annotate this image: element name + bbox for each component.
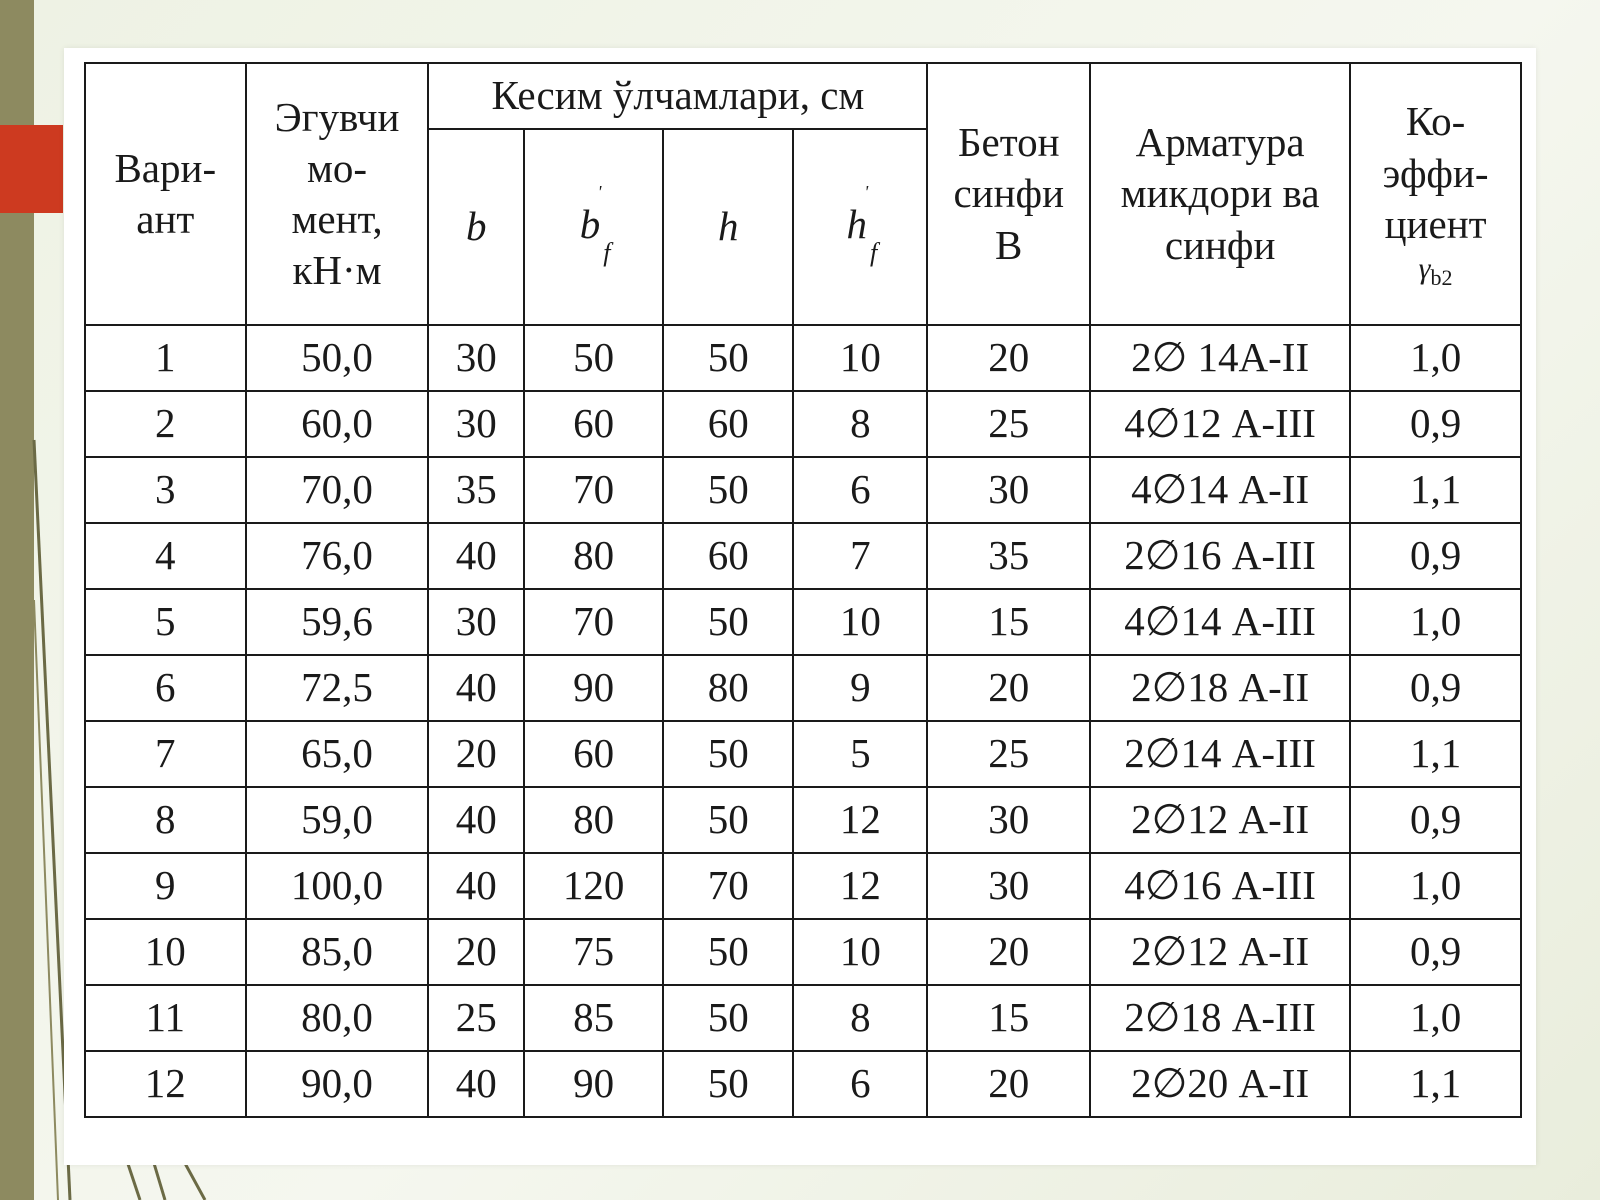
cell-h: 50 (663, 1051, 793, 1117)
cell-h: 50 (663, 457, 793, 523)
table-row (85, 1051, 1521, 1117)
slide-content-panel (64, 48, 1536, 1165)
cell-moment: 76,0 (246, 523, 429, 589)
header-b: b (428, 129, 524, 325)
cell-variant: 10 (85, 919, 246, 985)
cell-hf: 7 (793, 523, 927, 589)
cell-variant: 4 (85, 523, 246, 589)
cell-coefficient: 1,1 (1350, 1051, 1521, 1117)
cell-concrete-class: 20 (927, 325, 1090, 391)
cell-coefficient: 0,9 (1350, 523, 1521, 589)
cell-coefficient: 0,9 (1350, 919, 1521, 985)
cell-b: 20 (428, 919, 524, 985)
cell-concrete-class: 35 (927, 523, 1090, 589)
cell-b: 40 (428, 523, 524, 589)
table-row (85, 589, 1521, 655)
cell-bf: 75 (524, 919, 663, 985)
table-row (85, 391, 1521, 457)
header-reinforcement: Арматура микдори ва синфи (1090, 63, 1350, 325)
table-row (85, 853, 1521, 919)
cell-h: 50 (663, 589, 793, 655)
cell-concrete-class: 20 (927, 655, 1090, 721)
header-hf: h ' $_f$ (793, 129, 927, 325)
cell-b: 40 (428, 1051, 524, 1117)
cell-concrete-class: 20 (927, 919, 1090, 985)
header-variant: Вари- ант (85, 63, 246, 325)
cell-b: 40 (428, 655, 524, 721)
cell-b: 30 (428, 325, 524, 391)
cell-moment: 59,6 (246, 589, 429, 655)
cell-concrete-class: 15 (927, 985, 1090, 1051)
cell-reinforcement: 4∅12 А-III (1090, 391, 1350, 457)
cell-bf: 90 (524, 655, 663, 721)
cell-h: 50 (663, 721, 793, 787)
cell-b: 30 (428, 391, 524, 457)
cell-coefficient: 0,9 (1350, 391, 1521, 457)
table-row (85, 721, 1521, 787)
cell-hf: 9 (793, 655, 927, 721)
cell-coefficient: 1,0 (1350, 325, 1521, 391)
header-bending-moment: Эгувчи мо- мент, кН·м (246, 63, 429, 325)
cell-moment: 59,0 (246, 787, 429, 853)
cell-moment: 85,0 (246, 919, 429, 985)
cell-variant: 3 (85, 457, 246, 523)
cell-reinforcement: 2∅12 А-II (1090, 787, 1350, 853)
cell-h: 50 (663, 919, 793, 985)
cell-bf: 70 (524, 589, 663, 655)
cell-coefficient: 0,9 (1350, 787, 1521, 853)
cell-b: 40 (428, 853, 524, 919)
header-concrete-class: Бетон синфи В (927, 63, 1090, 325)
cell-bf: 70 (524, 457, 663, 523)
cell-moment: 60,0 (246, 391, 429, 457)
cell-hf: 6 (793, 457, 927, 523)
cell-bf: 85 (524, 985, 663, 1051)
cell-concrete-class: 15 (927, 589, 1090, 655)
cell-moment: 50,0 (246, 325, 429, 391)
cell-bf: 50 (524, 325, 663, 391)
cell-b: 25 (428, 985, 524, 1051)
table-row (85, 325, 1521, 391)
cell-hf: 12 (793, 787, 927, 853)
cell-bf: 60 (524, 721, 663, 787)
table-row (85, 787, 1521, 853)
cell-concrete-class: 30 (927, 787, 1090, 853)
cell-bf: 120 (524, 853, 663, 919)
header-bf: b ' $_f$ (524, 129, 663, 325)
cell-hf: 12 (793, 853, 927, 919)
variants-table (84, 62, 1522, 1118)
cell-variant: 7 (85, 721, 246, 787)
cell-variant: 9 (85, 853, 246, 919)
cell-reinforcement: 2∅18 А-II (1090, 655, 1350, 721)
cell-reinforcement: 4∅14 А-III (1090, 589, 1350, 655)
cell-h: 60 (663, 523, 793, 589)
cell-b: 20 (428, 721, 524, 787)
cell-moment: 90,0 (246, 1051, 429, 1117)
cell-h: 50 (663, 787, 793, 853)
cell-reinforcement: 4∅16 А-III (1090, 853, 1350, 919)
cell-b: 40 (428, 787, 524, 853)
cell-bf: 60 (524, 391, 663, 457)
cell-concrete-class: 20 (927, 1051, 1090, 1117)
cell-variant: 11 (85, 985, 246, 1051)
cell-hf: 10 (793, 919, 927, 985)
cell-variant: 5 (85, 589, 246, 655)
cell-reinforcement: 2∅14 А-III (1090, 721, 1350, 787)
cell-bf: 80 (524, 523, 663, 589)
table-row (85, 523, 1521, 589)
cell-variant: 2 (85, 391, 246, 457)
cell-concrete-class: 30 (927, 853, 1090, 919)
cell-hf: 5 (793, 721, 927, 787)
cell-concrete-class: 30 (927, 457, 1090, 523)
cell-reinforcement: 2∅12 А-II (1090, 919, 1350, 985)
cell-reinforcement: 2∅16 А-III (1090, 523, 1350, 589)
cell-reinforcement: 2∅20 А-II (1090, 1051, 1350, 1117)
cell-h: 50 (663, 325, 793, 391)
table-body (85, 325, 1521, 1117)
cell-hf: 10 (793, 325, 927, 391)
cell-variant: 6 (85, 655, 246, 721)
table-row (85, 985, 1521, 1051)
cell-h: 70 (663, 853, 793, 919)
cell-b: 30 (428, 589, 524, 655)
cell-variant: 8 (85, 787, 246, 853)
table-row (85, 919, 1521, 985)
cell-coefficient: 0,9 (1350, 655, 1521, 721)
header-h: h (663, 129, 793, 325)
table-row (85, 655, 1521, 721)
cell-hf: 8 (793, 985, 927, 1051)
cell-coefficient: 1,0 (1350, 985, 1521, 1051)
cell-reinforcement: 2∅ 14А-II (1090, 325, 1350, 391)
cell-bf: 80 (524, 787, 663, 853)
header-section-dimensions: Кесим ўлчамлари, см (428, 63, 927, 129)
table-row (85, 457, 1521, 523)
coefficient-symbol: $\gamma_{b2}$ (1418, 252, 1453, 291)
cell-h: 80 (663, 655, 793, 721)
cell-hf: 6 (793, 1051, 927, 1117)
cell-coefficient: 1,0 (1350, 589, 1521, 655)
header-coefficient: Ко- эффи- циент $\gamma_{b2}$ (1350, 63, 1521, 325)
cell-h: 50 (663, 985, 793, 1051)
cell-coefficient: 1,0 (1350, 853, 1521, 919)
cell-hf: 10 (793, 589, 927, 655)
cell-moment: 100,0 (246, 853, 429, 919)
cell-bf: 90 (524, 1051, 663, 1117)
cell-concrete-class: 25 (927, 391, 1090, 457)
cell-variant: 12 (85, 1051, 246, 1117)
cell-reinforcement: 4∅14 А-II (1090, 457, 1350, 523)
cell-h: 60 (663, 391, 793, 457)
cell-moment: 65,0 (246, 721, 429, 787)
cell-moment: 80,0 (246, 985, 429, 1051)
cell-variant: 1 (85, 325, 246, 391)
cell-coefficient: 1,1 (1350, 721, 1521, 787)
cell-concrete-class: 25 (927, 721, 1090, 787)
cell-reinforcement: 2∅18 А-III (1090, 985, 1350, 1051)
cell-moment: 72,5 (246, 655, 429, 721)
cell-b: 35 (428, 457, 524, 523)
cell-moment: 70,0 (246, 457, 429, 523)
cell-hf: 8 (793, 391, 927, 457)
cell-coefficient: 1,1 (1350, 457, 1521, 523)
